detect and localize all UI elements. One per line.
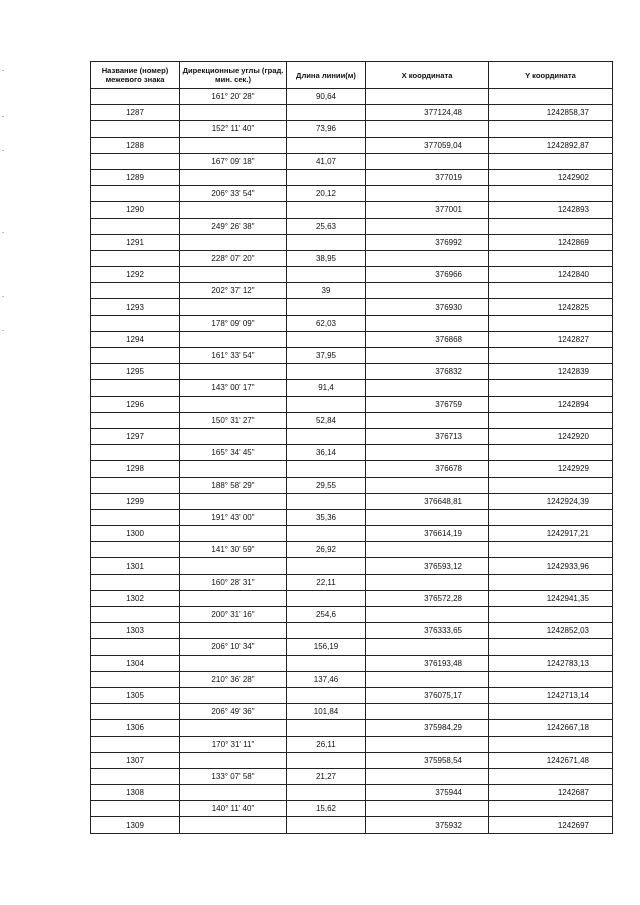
cell-name (91, 315, 180, 331)
cell-angle (180, 590, 287, 606)
cell-name: 1301 (91, 558, 180, 574)
table-row (91, 607, 613, 623)
cell-y: 1242929 (489, 461, 613, 477)
cell-x (366, 186, 489, 202)
table-row (91, 169, 613, 185)
cell-length (287, 655, 366, 671)
cell-x (366, 574, 489, 590)
cell-name: 1291 (91, 234, 180, 250)
cell-name: 1287 (91, 105, 180, 121)
cell-angle: 191° 43' 00" (180, 509, 287, 525)
cell-x (366, 283, 489, 299)
table-row (91, 202, 613, 218)
cell-y (489, 509, 613, 525)
cell-x: 376648,81 (366, 493, 489, 509)
table-row (91, 250, 613, 266)
cell-length (287, 202, 366, 218)
cell-angle (180, 137, 287, 153)
cell-y (489, 704, 613, 720)
cell-angle: 161° 33' 54" (180, 348, 287, 364)
cell-x: 375958,54 (366, 752, 489, 768)
cell-length: 90,64 (287, 89, 366, 105)
cell-length: 137,46 (287, 671, 366, 687)
table-header-row (91, 62, 613, 89)
table-row (91, 801, 613, 817)
cell-x: 377019 (366, 169, 489, 185)
cell-name (91, 736, 180, 752)
cell-x: 376333,65 (366, 623, 489, 639)
table-row (91, 445, 613, 461)
cell-angle: 178° 09' 09" (180, 315, 287, 331)
cell-angle (180, 752, 287, 768)
table-body (91, 89, 613, 834)
cell-angle: 165° 34' 45" (180, 445, 287, 461)
cell-y: 1242920 (489, 428, 613, 444)
cell-name: 1307 (91, 752, 180, 768)
cell-length (287, 105, 366, 121)
cell-length: 37,95 (287, 348, 366, 364)
cell-y (489, 574, 613, 590)
cell-length (287, 169, 366, 185)
cell-angle: 167° 09' 18" (180, 153, 287, 169)
cell-length: 156,19 (287, 639, 366, 655)
cell-y: 1242713,14 (489, 687, 613, 703)
cell-y: 1242852,03 (489, 623, 613, 639)
cell-length: 35,36 (287, 509, 366, 525)
cell-length: 36,14 (287, 445, 366, 461)
cell-y: 1242902 (489, 169, 613, 185)
cell-angle (180, 299, 287, 315)
cell-x (366, 509, 489, 525)
cell-length (287, 137, 366, 153)
cell-length (287, 817, 366, 833)
table-row (91, 218, 613, 234)
cell-name: 1296 (91, 396, 180, 412)
cell-name: 1289 (91, 169, 180, 185)
cell-angle: 206° 49' 36" (180, 704, 287, 720)
cell-x (366, 542, 489, 558)
cell-x (366, 348, 489, 364)
cell-name: 1308 (91, 785, 180, 801)
table-row (91, 315, 613, 331)
cell-y (489, 186, 613, 202)
cell-name (91, 121, 180, 137)
cell-name (91, 348, 180, 364)
cell-angle (180, 526, 287, 542)
cell-length: 73,96 (287, 121, 366, 137)
boundary-coordinates-table (90, 61, 613, 834)
table-row (91, 671, 613, 687)
cell-name (91, 445, 180, 461)
cell-angle (180, 817, 287, 833)
cell-x (366, 250, 489, 266)
table-row (91, 461, 613, 477)
cell-angle (180, 720, 287, 736)
cell-name (91, 186, 180, 202)
cell-x (366, 412, 489, 428)
cell-y (489, 315, 613, 331)
cell-length (287, 752, 366, 768)
cell-x: 377059,04 (366, 137, 489, 153)
cell-y: 1242671,48 (489, 752, 613, 768)
cell-y: 1242894 (489, 396, 613, 412)
cell-name: 1290 (91, 202, 180, 218)
cell-x: 375944 (366, 785, 489, 801)
table-row (91, 752, 613, 768)
table-row (91, 590, 613, 606)
cell-length: 62,03 (287, 315, 366, 331)
cell-length (287, 331, 366, 347)
cell-name (91, 574, 180, 590)
table-row (91, 704, 613, 720)
cell-name: 1293 (91, 299, 180, 315)
cell-angle (180, 169, 287, 185)
cell-y (489, 477, 613, 493)
cell-name (91, 509, 180, 525)
cell-length: 38,95 (287, 250, 366, 266)
cell-y (489, 801, 613, 817)
cell-y: 1242687 (489, 785, 613, 801)
table-row (91, 186, 613, 202)
cell-length (287, 720, 366, 736)
cell-name (91, 768, 180, 784)
cell-y: 1242892,87 (489, 137, 613, 153)
cell-angle (180, 202, 287, 218)
cell-length (287, 234, 366, 250)
cell-y: 1242697 (489, 817, 613, 833)
cell-length (287, 267, 366, 283)
cell-x (366, 639, 489, 655)
cell-y: 1242840 (489, 267, 613, 283)
cell-angle (180, 105, 287, 121)
cell-x (366, 671, 489, 687)
table-row (91, 736, 613, 752)
cell-name (91, 639, 180, 655)
cell-length: 39 (287, 283, 366, 299)
cell-angle: 152° 11' 40" (180, 121, 287, 137)
cell-y (489, 380, 613, 396)
cell-name: 1306 (91, 720, 180, 736)
header-name: Название (номер) межевого знака (91, 62, 180, 89)
cell-length: 29,55 (287, 477, 366, 493)
cell-x: 376614,19 (366, 526, 489, 542)
cell-length (287, 396, 366, 412)
cell-name (91, 153, 180, 169)
cell-name (91, 671, 180, 687)
cell-length (287, 364, 366, 380)
cell-angle (180, 687, 287, 703)
table-row (91, 234, 613, 250)
cell-length (287, 493, 366, 509)
cell-name: 1309 (91, 817, 180, 833)
header-x: X координата (366, 62, 489, 89)
cell-x: 376713 (366, 428, 489, 444)
cell-x (366, 218, 489, 234)
cell-angle (180, 785, 287, 801)
cell-angle: 160° 28' 31" (180, 574, 287, 590)
table-row (91, 558, 613, 574)
cell-angle (180, 493, 287, 509)
cell-y (489, 218, 613, 234)
cell-x (366, 380, 489, 396)
cell-y (489, 89, 613, 105)
cell-name (91, 477, 180, 493)
cell-length (287, 299, 366, 315)
cell-length (287, 558, 366, 574)
cell-name (91, 89, 180, 105)
table-row (91, 267, 613, 283)
cell-x: 376075,17 (366, 687, 489, 703)
cell-y: 1242893 (489, 202, 613, 218)
cell-x: 375932 (366, 817, 489, 833)
cell-x (366, 315, 489, 331)
cell-length (287, 623, 366, 639)
cell-name (91, 283, 180, 299)
cell-x (366, 801, 489, 817)
table-row (91, 574, 613, 590)
cell-angle: 202° 37' 12" (180, 283, 287, 299)
table-row (91, 153, 613, 169)
cell-length (287, 590, 366, 606)
cell-name (91, 607, 180, 623)
cell-angle: 170° 31' 11" (180, 736, 287, 752)
cell-y: 1242924,39 (489, 493, 613, 509)
cell-angle (180, 396, 287, 412)
cell-y: 1242869 (489, 234, 613, 250)
cell-length: 41,07 (287, 153, 366, 169)
cell-angle: 206° 10' 34" (180, 639, 287, 655)
cell-x: 376678 (366, 461, 489, 477)
table-row (91, 364, 613, 380)
cell-length: 21,27 (287, 768, 366, 784)
cell-angle: 161° 20' 28" (180, 89, 287, 105)
cell-name: 1294 (91, 331, 180, 347)
table-row (91, 348, 613, 364)
cell-y: 1242933,96 (489, 558, 613, 574)
cell-y (489, 283, 613, 299)
cell-name: 1299 (91, 493, 180, 509)
cell-name (91, 412, 180, 428)
cell-length (287, 428, 366, 444)
cell-y: 1242783,13 (489, 655, 613, 671)
cell-y: 1242917,21 (489, 526, 613, 542)
table-row (91, 121, 613, 137)
cell-name (91, 218, 180, 234)
cell-y: 1242941,35 (489, 590, 613, 606)
cell-x: 376832 (366, 364, 489, 380)
table-row (91, 720, 613, 736)
cell-x (366, 121, 489, 137)
cell-angle (180, 461, 287, 477)
cell-angle: 188° 58' 29" (180, 477, 287, 493)
header-angle: Дирекционные углы (град. мин. сек.) (180, 62, 287, 89)
header-y: Y координата (489, 62, 613, 89)
cell-x (366, 768, 489, 784)
cell-angle (180, 234, 287, 250)
cell-x (366, 736, 489, 752)
cell-x (366, 89, 489, 105)
cell-y (489, 736, 613, 752)
table-row (91, 526, 613, 542)
table-row (91, 542, 613, 558)
cell-x: 376868 (366, 331, 489, 347)
cell-name (91, 542, 180, 558)
cell-x: 376930 (366, 299, 489, 315)
cell-y (489, 445, 613, 461)
table-row (91, 509, 613, 525)
cell-y (489, 542, 613, 558)
cell-length: 15,62 (287, 801, 366, 817)
table-row (91, 639, 613, 655)
cell-name: 1303 (91, 623, 180, 639)
cell-angle (180, 267, 287, 283)
cell-y: 1242839 (489, 364, 613, 380)
cell-length: 26,92 (287, 542, 366, 558)
cell-angle (180, 331, 287, 347)
table-row (91, 768, 613, 784)
cell-y: 1242858,37 (489, 105, 613, 121)
cell-angle (180, 558, 287, 574)
cell-length: 25,63 (287, 218, 366, 234)
table-row (91, 817, 613, 833)
cell-length: 20,12 (287, 186, 366, 202)
cell-angle: 228° 07' 20" (180, 250, 287, 266)
cell-angle: 206° 33' 54" (180, 186, 287, 202)
table-row (91, 477, 613, 493)
cell-name: 1300 (91, 526, 180, 542)
cell-y (489, 768, 613, 784)
cell-length (287, 461, 366, 477)
cell-y (489, 412, 613, 428)
cell-y (489, 121, 613, 137)
cell-angle: 133° 07' 58" (180, 768, 287, 784)
cell-length: 101,84 (287, 704, 366, 720)
cell-length: 22,11 (287, 574, 366, 590)
cell-x (366, 445, 489, 461)
cell-name (91, 250, 180, 266)
cell-angle: 200° 31' 16" (180, 607, 287, 623)
cell-name (91, 704, 180, 720)
cell-x (366, 477, 489, 493)
cell-name: 1288 (91, 137, 180, 153)
cell-length (287, 785, 366, 801)
table-row (91, 623, 613, 639)
cell-x: 376759 (366, 396, 489, 412)
cell-angle: 210° 36' 28" (180, 671, 287, 687)
cell-x: 377001 (366, 202, 489, 218)
cell-name (91, 801, 180, 817)
cell-y (489, 250, 613, 266)
cell-name: 1298 (91, 461, 180, 477)
cell-y: 1242827 (489, 331, 613, 347)
table-row (91, 396, 613, 412)
table-row (91, 105, 613, 121)
cell-length (287, 687, 366, 703)
cell-length (287, 526, 366, 542)
cell-y (489, 153, 613, 169)
cell-length: 52,84 (287, 412, 366, 428)
cell-angle: 141° 30' 59" (180, 542, 287, 558)
table-row (91, 299, 613, 315)
header-length: Длина линии(м) (287, 62, 366, 89)
table-row (91, 283, 613, 299)
cell-y (489, 607, 613, 623)
cell-name: 1295 (91, 364, 180, 380)
cell-x (366, 153, 489, 169)
cell-length: 91,4 (287, 380, 366, 396)
cell-name: 1297 (91, 428, 180, 444)
cell-x (366, 704, 489, 720)
table-row (91, 687, 613, 703)
cell-x: 376966 (366, 267, 489, 283)
cell-angle (180, 623, 287, 639)
cell-y (489, 671, 613, 687)
cell-x: 376593,12 (366, 558, 489, 574)
cell-length: 254,6 (287, 607, 366, 623)
cell-x: 376572,28 (366, 590, 489, 606)
table-row (91, 331, 613, 347)
cell-length: 26,11 (287, 736, 366, 752)
table-row (91, 493, 613, 509)
table-row (91, 380, 613, 396)
cell-y: 1242825 (489, 299, 613, 315)
cell-x: 376992 (366, 234, 489, 250)
cell-x: 376193,48 (366, 655, 489, 671)
cell-angle (180, 428, 287, 444)
cell-name: 1292 (91, 267, 180, 283)
cell-y (489, 639, 613, 655)
table-row (91, 428, 613, 444)
cell-y: 1242667,18 (489, 720, 613, 736)
cell-angle: 150° 31' 27" (180, 412, 287, 428)
cell-x: 377124,48 (366, 105, 489, 121)
table-row (91, 785, 613, 801)
cell-angle: 143° 00' 17" (180, 380, 287, 396)
cell-x: 375984,29 (366, 720, 489, 736)
table-row (91, 412, 613, 428)
cell-angle (180, 655, 287, 671)
table-row (91, 89, 613, 105)
cell-angle: 249° 26' 38" (180, 218, 287, 234)
table-row (91, 655, 613, 671)
cell-name: 1302 (91, 590, 180, 606)
cell-angle (180, 364, 287, 380)
cell-x (366, 607, 489, 623)
cell-name: 1304 (91, 655, 180, 671)
cell-y (489, 348, 613, 364)
cell-name (91, 380, 180, 396)
document-page (90, 61, 612, 834)
table-row (91, 137, 613, 153)
cell-name: 1305 (91, 687, 180, 703)
cell-angle: 140° 11' 40" (180, 801, 287, 817)
